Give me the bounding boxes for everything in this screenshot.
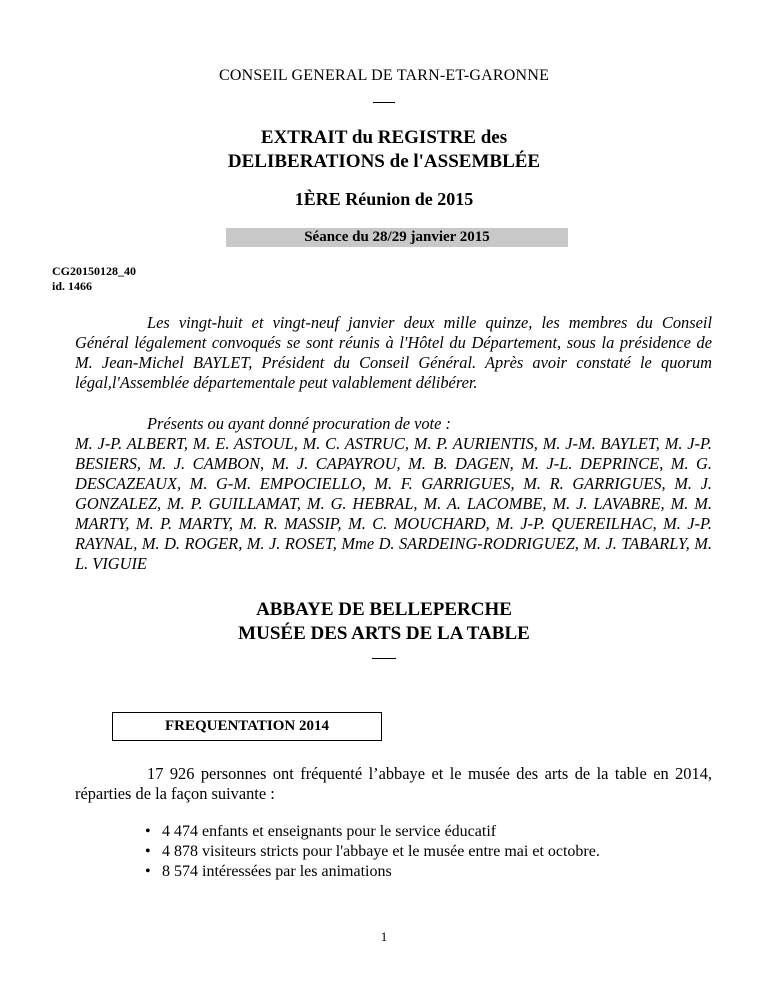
organization-name: CONSEIL GENERAL DE TARN-ET-GARONNE [218, 67, 550, 84]
frequentation-summary [75, 764, 712, 804]
bullet-icon: • [145, 863, 151, 880]
section-title-line-2: MUSÉE DES ARTS DE LA TABLE [238, 623, 530, 644]
list-item-text: 4 878 visiteurs stricts pour l'abbaye et le musée entre mai et octobre. [162, 843, 600, 860]
list-item-text: 8 574 intéressées par les animations [162, 863, 392, 880]
intro-text: Les vingt-huit et vingt-neuf janvier deux mille quinze, les membres du Conseil Général légalement convoqués se sont réunis à l'Hôtel du Département, sous la présidence de M. Jean-Michel BAYLET, Président du Conseil Général. Après avoir constaté le quorum légal,l'Assemblée départementale peut valablement délibérer. [75, 313, 712, 392]
bullet-icon: • [145, 843, 151, 860]
header-divider [373, 102, 395, 103]
section-title-line-1: ABBAYE DE BELLEPERCHE [256, 599, 512, 620]
document-title-line-2: DELIBERATIONS de l'ASSEMBLÉE [227, 151, 541, 172]
attendance-members: M. J-P. ALBERT, M. E. ASTOUL, M. C. ASTRUC, M. P. AURIENTIS, M. J-M. BAYLET, M. J-P. BESIERS, M. J. CAMBON, M. J. CAPAYROU, M. B. DAGEN, M. J-L. DEPRINCE, M. G. DESCAZEAUX, M. G-M. EMPOCIELLO, M. F. GARRIGUES, M. R. GARRIGUES, M. J. GONZALEZ, M. P. GUILLAMAT, M. G. HEBRAL, M. A. LACOMBE, M. J. LAVABRE, M. M. MARTY, M. P. MARTY, M. R. MASSIP, M. C. MOUCHARD, M. J-P. QUEREILHAC, M. J-P. RAYNAL, M. D. ROGER, M. J. ROSET, Mme D. SARDEING-RODRIGUEZ, M. J. TABARLY, M. L. VIGUIE [75, 434, 712, 573]
list-item [145, 842, 600, 862]
frequentation-summary-text: 17 926 personnes ont fréquenté l’abbaye et le musée des arts de la table en 2014, réparties de la façon suivante : [75, 764, 712, 803]
session-date-banner: Séance du 28/29 janvier 2015 [226, 228, 568, 247]
frequentation-breakdown-list [145, 822, 600, 882]
reference-code: CG20150128_40 [52, 264, 136, 278]
bullet-icon: • [145, 823, 151, 840]
list-item-text: 4 474 enfants et enseignants pour le service éducatif [162, 823, 497, 840]
section-divider [372, 658, 396, 659]
list-item [145, 822, 600, 842]
meeting-title: 1ÈRE Réunion de 2015 [294, 189, 474, 209]
document-title-line-1: EXTRAIT du REGISTRE des [260, 127, 508, 148]
attendance-label: Présents ou ayant donné procuration de vote : [147, 414, 451, 433]
frequentation-heading-box: FREQUENTATION 2014 [112, 712, 382, 741]
document-title [0, 126, 768, 174]
section-title [0, 598, 768, 646]
reference-id: id. 1466 [52, 279, 93, 293]
list-item [145, 862, 600, 882]
reference-block [52, 264, 136, 294]
intro-paragraph [75, 313, 712, 393]
page-number: 1 [380, 929, 388, 944]
